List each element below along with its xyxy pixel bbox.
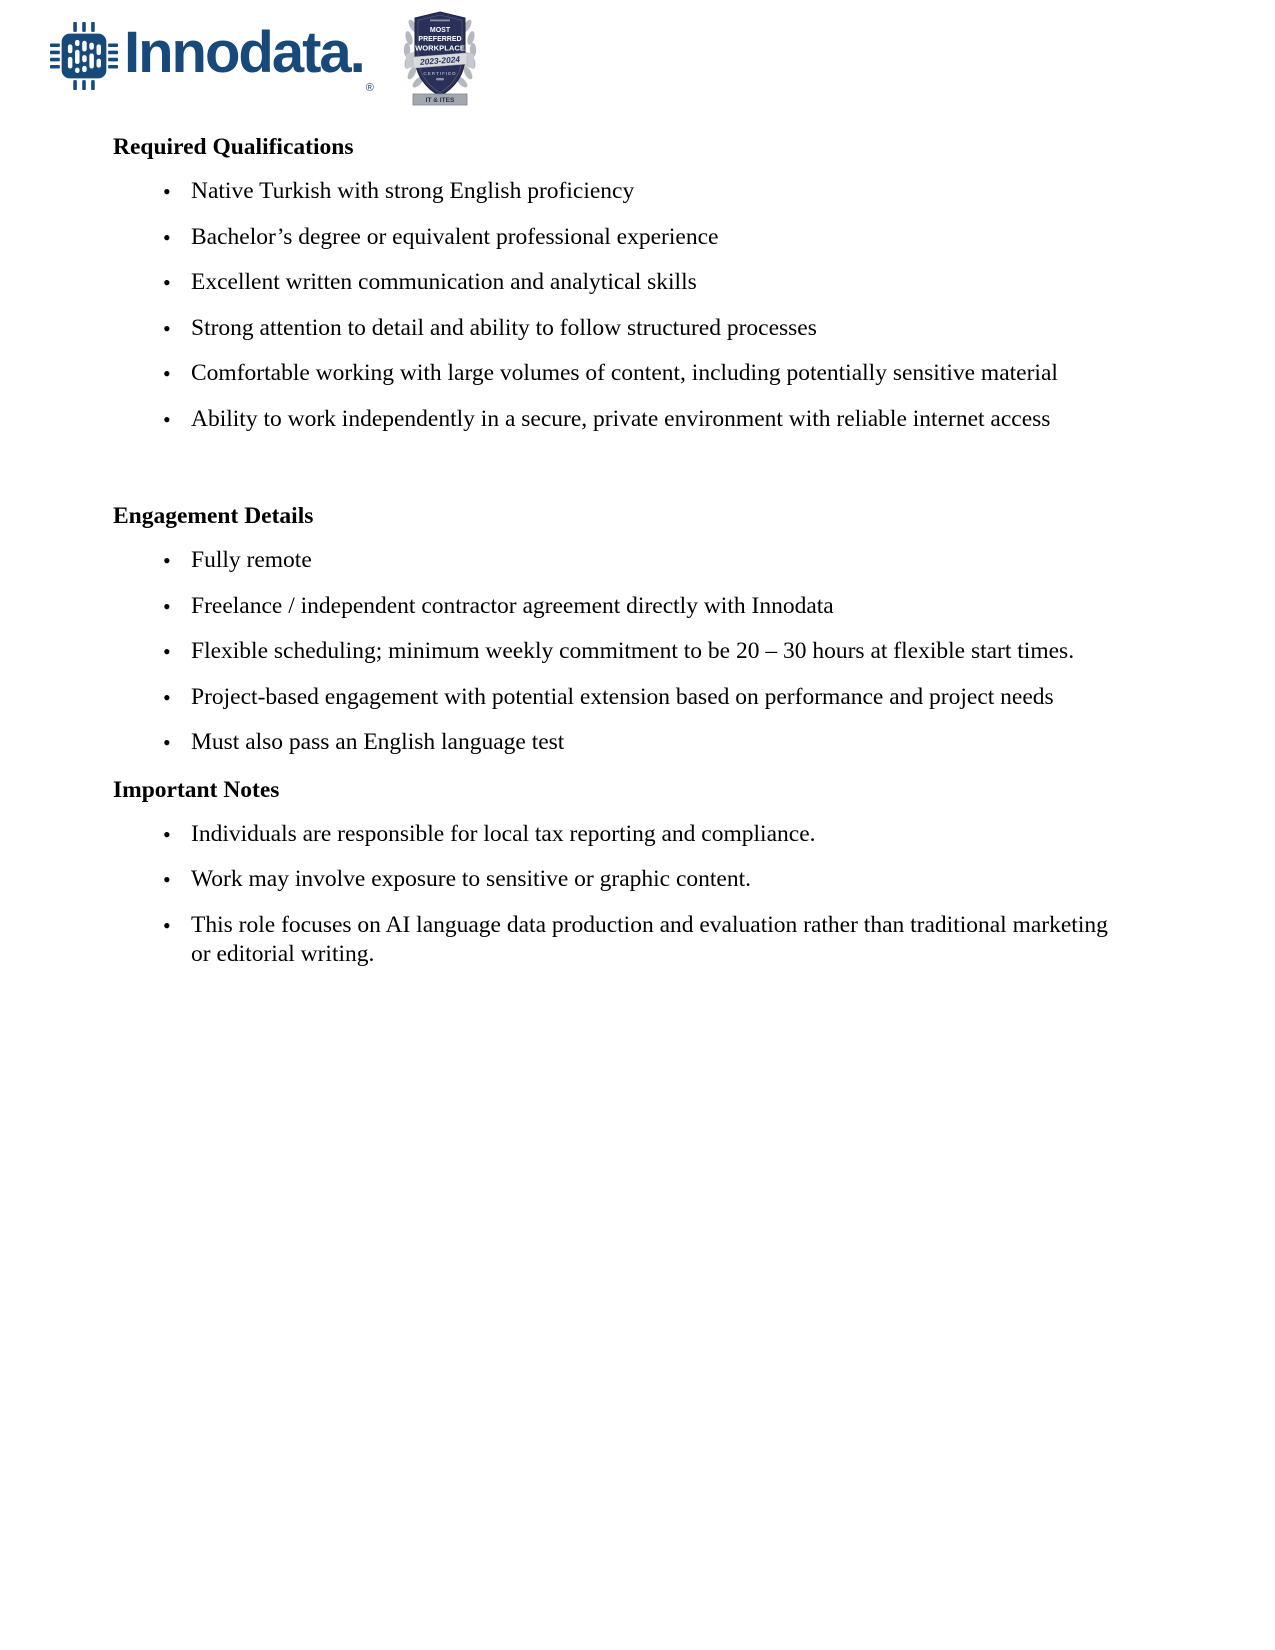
badge-line3: WORKPLACE [415,43,465,53]
list-item [113,223,1121,253]
list-item-text: Flexible scheduling; minimum weekly commitment to be 20 – 30 hours at flexible start times. [191,638,1075,664]
list-item-text: Must also pass an English language test [191,729,565,755]
list-item [113,359,1121,389]
innodata-chip-icon [50,22,118,90]
list-item-text: Work may involve exposure to sensitive or graphic content. [191,866,752,892]
document-content [113,133,1165,986]
list-item [113,683,1121,713]
section-engagement-details [113,502,1165,758]
list-item-text: This role focuses on AI language data production and evaluation rather than traditional marketing or editorial writing. [191,911,1108,967]
list-item-text: Freelance / independent contractor agreement directly with Innodata [191,592,834,619]
list-item [113,405,1121,435]
badge-banner-label: IT & ITES [425,97,455,104]
list-item [113,546,1121,576]
list-item-text: Strong attention to detail and ability to follow structured processes [191,314,817,341]
list-item [113,637,1121,667]
list-item [113,865,1121,895]
registered-trademark-icon: ® [365,82,374,94]
important-notes-list [113,820,1165,970]
most-preferred-workplace-badge [400,6,480,111]
list-item-text: Excellent written communication and analytical skills [191,269,697,295]
badge-years: 2023-2024 [419,54,461,67]
list-item [113,314,1121,344]
badge-certified: CERTIFIED [423,71,457,76]
list-item-text: Individuals are responsible for local tax reporting and compliance. [191,820,816,847]
required-qualifications-list [113,177,1165,434]
list-item [113,177,1121,207]
list-item-text: Bachelor’s degree or equivalent professional experience [191,223,719,250]
list-item-text: Comfortable working with large volumes of content, including potentially sensitive material [191,360,1058,386]
list-item-text: Project-based engagement with potential extension based on performance and project needs [191,683,1054,710]
engagement-details-list [113,546,1165,758]
list-item [113,592,1121,622]
innodata-wordmark: Innodata. [124,20,364,85]
list-item [113,911,1121,970]
heading-required-qualifications: Required Qualifications [113,134,354,160]
heading-important-notes: Important Notes [113,776,280,803]
innodata-logo [50,20,374,94]
list-item-text: Native Turkish with strong English proficiency [191,178,635,204]
page-header [50,6,480,111]
section-important-notes [113,776,1165,970]
badge-line1: MOST [429,27,451,34]
list-item [113,728,1121,758]
section-required-qualifications [113,133,1165,434]
badge-line2: PREFERRED [418,36,462,43]
list-item [113,820,1121,850]
heading-engagement-details: Engagement Details [113,503,314,529]
list-item [113,268,1121,298]
list-item-text: Fully remote [191,547,312,573]
list-item-text: Ability to work independently in a secure, private environment with reliable internet access [191,405,1051,432]
